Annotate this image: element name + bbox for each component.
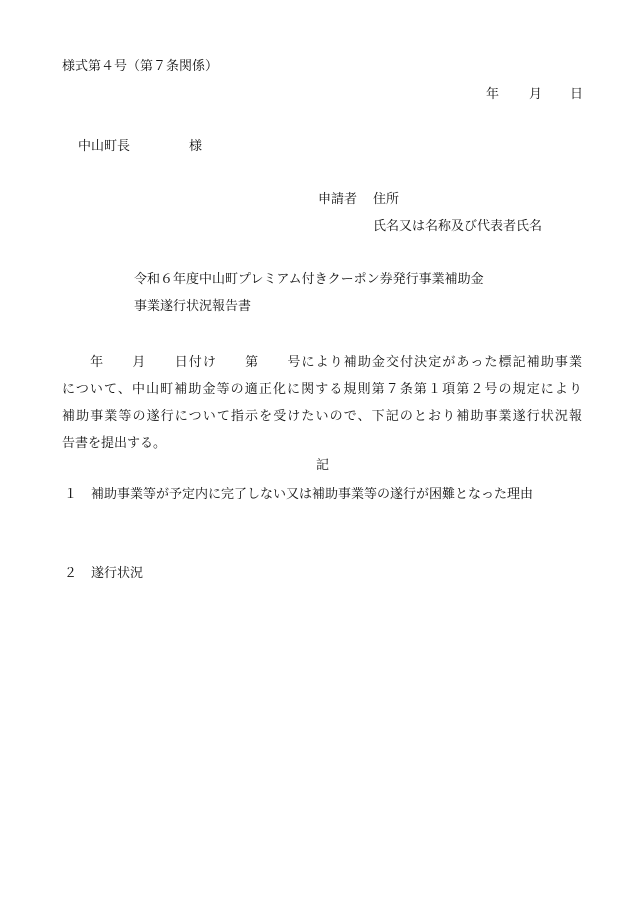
title-line-2: 事業遂行状況報告書 [134,299,252,314]
body-line: 告書を提出する。 [62,436,167,451]
ki-heading: 記 [316,458,330,473]
date-year: 年 [486,87,500,102]
item-1-number: １ [64,487,78,502]
body-paragraph [62,349,582,457]
body-line: について、中山町補助金等の適正化に関する規則第７条第１項第２号の規定により [62,382,582,397]
body-line: 年 月 日付け 第 号により補助金交付決定があった標記補助事業 [62,355,582,370]
addressee-name: 中山町長 [78,139,131,154]
date-month: 月 [529,87,543,102]
addressee-honorific: 様 [189,139,203,154]
body-line: 補助事業等の遂行について指示を受けたいので、下記のとおり補助事業遂行状況報 [62,409,582,424]
applicant-label: 申請者 [318,192,358,207]
applicant-name-label: 氏名又は名称及び代表者氏名 [373,219,543,234]
item-1-text: 補助事業等が予定内に完了しない又は補助事業等の遂行が困難となった理由 [91,487,534,502]
title-line-1: 令和６年度中山町プレミアム付きクーポン券発行事業補助金 [134,272,484,287]
item-2-text: 遂行状況 [91,566,144,581]
item-2-number: ２ [64,566,78,581]
applicant-address-label: 住所 [373,192,400,207]
date-day: 日 [570,87,584,102]
form-number: 様式第４号（第７条関係） [62,59,219,74]
